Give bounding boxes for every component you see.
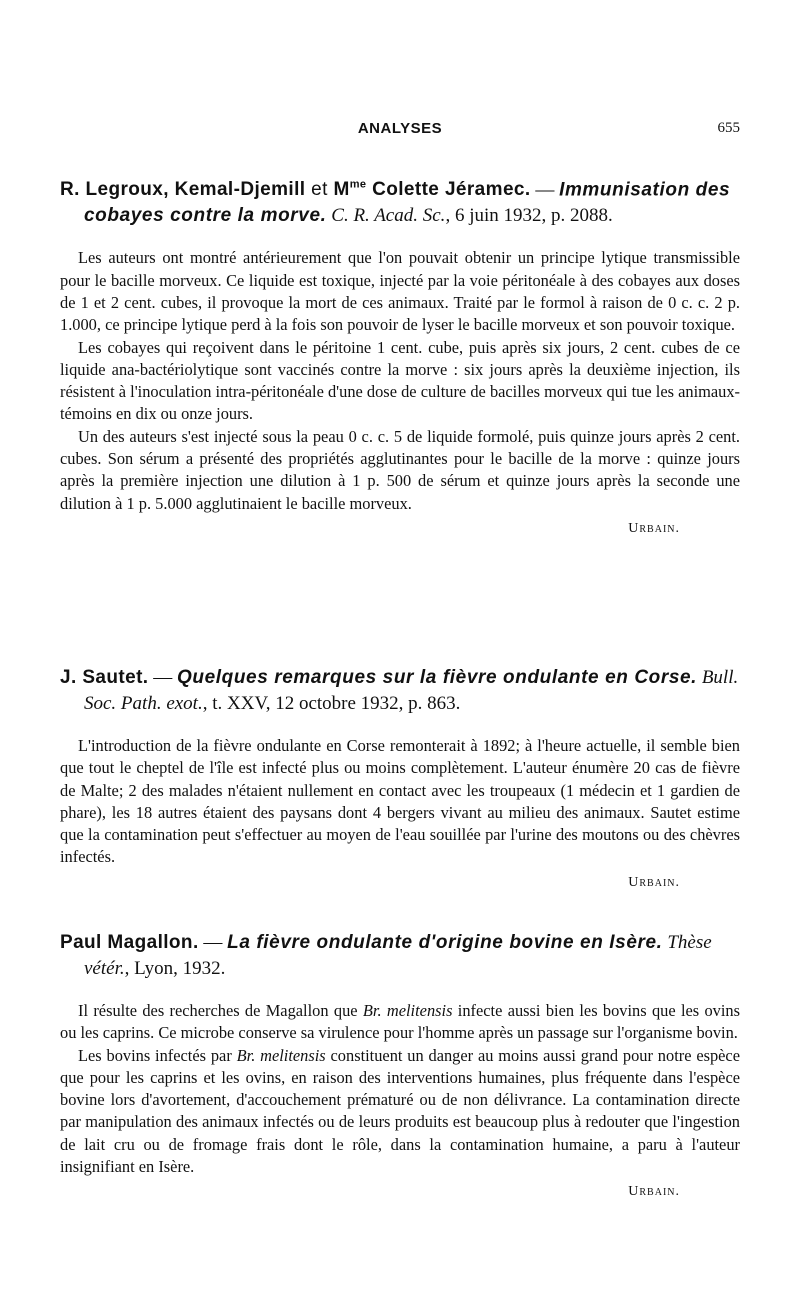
signature: Urbain. — [628, 1184, 680, 1200]
species-name: Br. melitensis — [236, 1045, 326, 1065]
signature: Urbain. — [628, 520, 680, 536]
article-source-details: , 6 juin 1932, p. 2088. — [445, 205, 613, 227]
paragraph: Les bovins infectés par Br. melitensis constituent un danger au moins aussi grand pour notre espèce que pour les caprins et les ovins, en raison des interventions humaines, plus fréquente dans l'espèce bovine lors d'avortement, d'accouchement prématuré ou de non délivrance. La contamination directe par manipulation des animaux infectés ou de leurs produits est beaucoup plus à redouter que l'ingestion de lait cru ou de fromage frais dont le rôle, dans la contamination humaine, a paru à l'auteur insignifiant en Isère. — [60, 1045, 740, 1177]
article-authors: R. Legroux, Kemal-Djemill et $M^{me}$ Colette Jéramec. — [60, 179, 531, 201]
page-number: 655 — [717, 120, 740, 136]
article-source: Thèse vétér. — [84, 932, 712, 979]
signature: Urbain. — [628, 874, 680, 890]
article-magallon — [60, 930, 740, 1200]
article-heading: J. Sautet. — Quelques remarques sur la fièvre ondulante en Corse. Bull. Soc. Path. exot., t. XXV, 12 octobre 1932, p. 863. — [60, 667, 739, 714]
article-source: Bull. Soc. Path. exot. — [84, 667, 739, 714]
article-authors: J. Sautet. — [60, 667, 149, 688]
article-body — [60, 247, 740, 515]
article-heading: R. Legroux, Kemal-Djemill et $M^{me}$ Colette Jéramec. — Immunisation des cobayes contre la morve. C. R. Acad. Sc., 6 juin 1932, p. 2088. — [60, 179, 731, 227]
species-name: Br. melitensis — [362, 1001, 453, 1020]
paragraph: Il résulte des recherches de Magallon que Br. melitensis infecte aussi bien les bovins que les ovins ou les caprins. Ce microbe conserve sa virulence pour l'homme après un passage sur l'organisme bovin. — [60, 1001, 741, 1043]
article-title: La fièvre ondulante d'origine bovine en Isère. — [227, 932, 663, 953]
article-source-details: , Lyon, 1932. — [124, 958, 226, 979]
article-source-details: , t. XXV, 12 octobre 1932, p. 863. — [202, 693, 461, 714]
article-title: Quelques remarques sur la fièvre ondulante en Corse. — [176, 667, 698, 688]
article-heading: Paul Magallon. — La fièvre ondulante d'origine bovine en Isère. Thèse vétér., Lyon, 1932. — [60, 932, 712, 979]
article-legroux — [60, 172, 740, 537]
paragraph: Un des auteurs s'est injecté sous la peau 0 c. c. 5 de liquide formolé, puis quinze jours après 2 cent. cubes. Son sérum a présenté des propriétés agglutinantes pour le bacille de la morve : quinze jours après la première injection une dilution à 1 p. 500 de sérum et quinze jours après la seconde une dilution à 1 p. 5.000 agglutinaient le bacille morveux. — [60, 426, 740, 513]
article-sautet — [60, 665, 740, 891]
paragraph: L'introduction de la fièvre ondulante en Corse remonterait à 1892; à l'heure actuelle, il semble bien que tout le cheptel de l'île est infecté plus ou moins complètement. L'auteur énumère 20 cas de fièvre de Malte; 2 des malades n'étaient nullement en contact avec les troupeaux (1 médecin et 1 gardien de phare), les 18 autres étaient des paysans dont 4 bergers vivant au milieu des animaux. Sautet estime que la contamination peut s'effectuer au moyen de l'eau souillée par l'urine des moutons ou des chèvres infectés. — [60, 736, 740, 867]
article-source: C. R. Acad. Sc. — [326, 205, 446, 227]
running-title: ANALYSES — [357, 120, 443, 137]
paragraph: Les auteurs ont montré antérieurement que l'on pouvait obtenir un principe lytique transmissible pour le bacille morveux. Ce liquide est toxique, injecté par la voie péritonéale à des cobayes aux doses de 1 et 2 cent. cubes, il provoque la mort de ces animaux. Traité par le formol à raison de 0 c. c. 2 p. 1.000, ce principe lytique perd à la fois son pouvoir de lyser le bacille morveux et son pouvoir toxique. — [60, 248, 740, 335]
paragraph: Les cobayes qui reçoivent dans le péritoine 1 cent. cube, puis après six jours, 2 cent. cubes de ce liquide ana-bactériolytique sont vaccinés contre la morve : six jours après la deuxième injection, ils résistent à l'inoculation intra-péritonéale d'une dose de culture de bacilles morveux qui tue les animaux-témoins en dix ou onze jours. — [60, 337, 740, 424]
article-body — [60, 735, 740, 869]
article-body — [60, 1000, 740, 1178]
article-title: Immunisation des cobayes contre la morve. — [84, 179, 731, 227]
running-head — [60, 120, 740, 142]
article-authors: Paul Magallon. — [60, 932, 199, 953]
